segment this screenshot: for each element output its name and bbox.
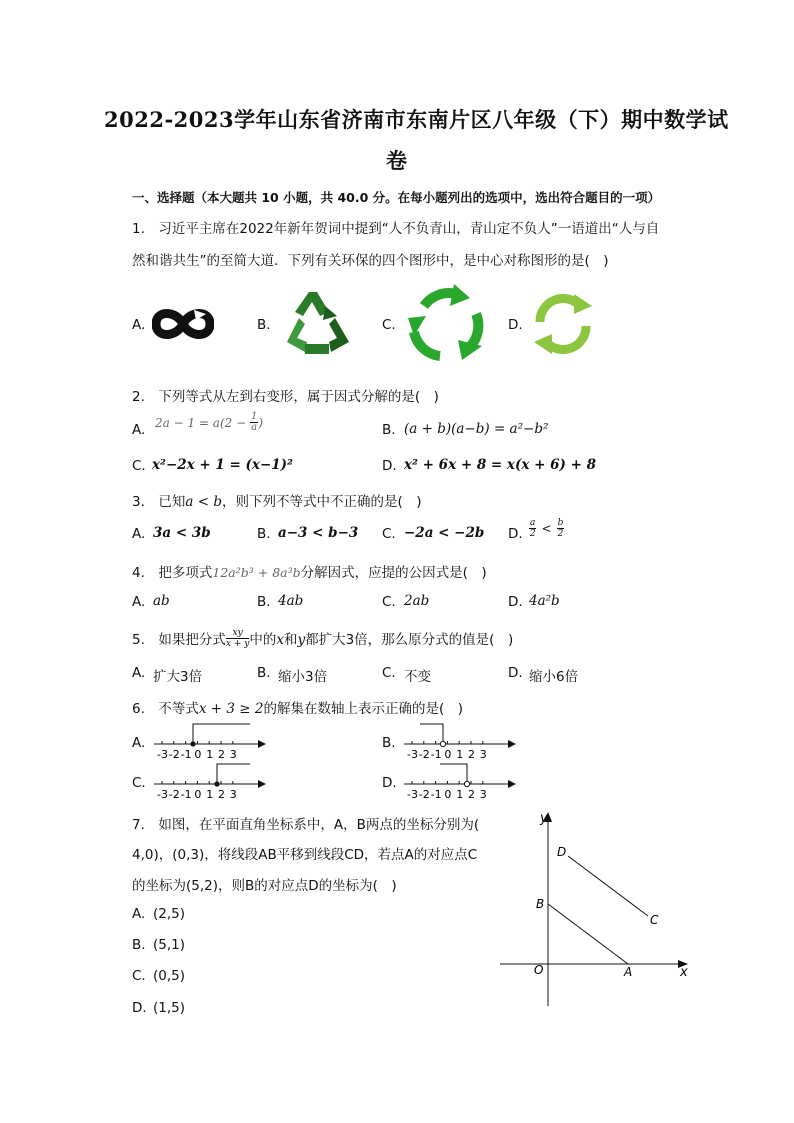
number-line-tick-label: 1 (456, 748, 464, 761)
q4-option-b: 4ab (278, 593, 304, 609)
number-line-tick-label: 1 (206, 748, 214, 761)
recycle-circle-icon (404, 284, 488, 368)
number-line-tick-label: -2 (168, 788, 180, 801)
q2-option-b-label: B. (382, 422, 396, 438)
segment-ab (548, 904, 628, 964)
q4-option-d-label: D. (508, 594, 523, 610)
q7-option-a: (2,5) (153, 906, 186, 922)
q5-option-a-label: A. (132, 665, 146, 681)
q4-option-d: 4a²b (529, 593, 560, 609)
segment-cd (568, 856, 648, 916)
q5-option-c: 不变 (404, 669, 431, 685)
q7-option-d-label: D. (132, 1000, 147, 1016)
number-line-tick-label: -1 (180, 748, 192, 761)
q6-option-a-label: A. (132, 735, 146, 751)
q6-option-c-label: C. (132, 775, 146, 791)
page-title-cont: 卷 (386, 148, 408, 173)
number-line-tick-label: -3 (157, 788, 168, 801)
q3-option-b-label: B. (257, 526, 271, 542)
q7-stem-line1: 7. 如图，在平面直角坐标系中，A，B两点的坐标分别为( (132, 817, 480, 833)
q7-stem-line3: 的坐标为(5,2)，则B的对应点D的坐标为( ) (132, 878, 397, 894)
q2-option-a: 2a − 1 = a(2 − $\frac{1}{a}$ ) (155, 411, 264, 433)
number-line-tick-label: 2 (468, 748, 475, 761)
number-line-tick-label: -2 (418, 748, 430, 761)
number-line-tick-label: -3 (157, 748, 168, 761)
q1-option-b-label: B. (257, 317, 271, 333)
q6-option-d-label: D. (382, 775, 397, 791)
number-line-tick-label: 1 (456, 788, 464, 801)
q5-option-a: 扩大3倍 (153, 669, 203, 685)
q1-stem-line1: 1. 习近平主席在2022年新年贺词中提到“人不负青山，青山定不负人”一语道出“人与自 (132, 221, 660, 237)
origin-label: O (534, 963, 544, 977)
number-line-tick-label: -3 (407, 748, 418, 761)
q7-option-a-label: A. (132, 906, 146, 922)
point-c-label: C (650, 913, 659, 927)
q1-option-d-label: D. (508, 317, 523, 333)
q3-option-a: 3a < 3b (153, 525, 211, 541)
number-line-tick-label: 3 (479, 748, 487, 761)
refresh-arrows-icon (530, 292, 596, 360)
q2-option-a-label: A. (132, 422, 146, 438)
y-axis-label: y (540, 811, 548, 826)
q6-stem: 6. 不等式x + 3 ≥ 2的解集在数轴上表示正确的是( ) (132, 701, 464, 717)
page-title: 2022-2023学年山东省济南市东南片区八年级（下）期中数学试 (104, 107, 729, 132)
q3-option-d-label: D. (508, 526, 523, 542)
number-line-tick-label: -2 (418, 788, 430, 801)
q4-option-b-label: B. (257, 594, 271, 610)
q5-option-d-label: D. (508, 665, 523, 681)
number-line-tick-label: 0 (444, 748, 452, 761)
q2-stem: 2. 下列等式从左到右变形，属于因式分解的是( ) (132, 389, 439, 405)
number-line-tick-label: 3 (479, 788, 487, 801)
q6-option-b-label: B. (382, 735, 396, 751)
number-line-tick-label: -1 (430, 748, 442, 761)
q2-option-d-label: D. (382, 458, 397, 474)
infinity-arrow-icon (152, 304, 214, 348)
number-line-tick-label: 3 (229, 748, 237, 761)
q2-option-c-label: C. (132, 458, 146, 474)
point-a-label: A (624, 965, 633, 979)
q2-option-d: x² + 6x + 8 = x(x + 6) + 8 (404, 457, 597, 473)
q1-stem-line2: 然和谐共生”的至简大道．下列有关环保的四个图形中，是中心对称图形的是( ) (132, 253, 609, 269)
number-line-tick-label: -3 (407, 788, 418, 801)
number-line-tick-label: 2 (468, 788, 475, 801)
q3-option-c-label: C. (382, 526, 396, 542)
point-b-label: B (536, 897, 545, 911)
recycle-triangle-icon (279, 288, 355, 362)
q2-option-c: x²−2x + 1 = (x−1)² (152, 457, 293, 473)
q4-option-a-label: A. (132, 594, 146, 610)
x-axis-label: x (680, 965, 688, 980)
q5-option-d: 缩小6倍 (529, 669, 579, 685)
number-line-tick-label: 3 (229, 788, 237, 801)
q7-option-c-label: C. (132, 968, 146, 984)
point-d-label: D (557, 845, 567, 859)
coordinate-figure (496, 806, 696, 1012)
number-line-tick-label: 0 (194, 748, 202, 761)
q5-stem: 5. 如果把分式 $\frac{xy}{x + y}$ 中的x和y都扩大3倍，那么原分式的值是( ) (132, 628, 514, 649)
q3-option-a-label: A. (132, 526, 146, 542)
number-line-tick-label: 2 (218, 748, 225, 761)
number-line-d (400, 758, 520, 804)
number-line-c (150, 758, 270, 804)
q2-option-b: (a + b)(a−b) = a²−b² (404, 421, 549, 437)
number-line-tick-label: 0 (444, 788, 452, 801)
q5-option-c-label: C. (382, 665, 396, 681)
q4-option-c: 2ab (404, 593, 430, 609)
number-line-tick-label: -1 (430, 788, 442, 801)
q7-option-c: (0,5) (153, 968, 186, 984)
section-heading: 一、选择题（本大题共 10 小题，共 40.0 分。在每小题列出的选项中，选出符合题目的一项） (132, 190, 661, 205)
number-line-tick-label: 0 (194, 788, 202, 801)
q3-option-c: −2a < −2b (404, 525, 485, 541)
q5-option-b-label: B. (257, 665, 271, 681)
q4-option-a: ab (153, 593, 170, 609)
number-line-tick-label: 2 (218, 788, 225, 801)
number-line-tick-label: -1 (180, 788, 192, 801)
q1-option-c-label: C. (382, 317, 396, 333)
q7-option-b-label: B. (132, 937, 146, 953)
number-line-tick-label: 1 (206, 788, 214, 801)
q7-option-b: (5,1) (153, 937, 186, 953)
q3-option-b: a−3 < b−3 (278, 525, 359, 541)
q1-option-a-label: A. (132, 317, 146, 333)
q3-stem: 3. 已知a < b，则下列不等式中不正确的是( ) (132, 494, 422, 510)
q7-option-d: (1,5) (153, 1000, 186, 1016)
q4-stem: 4. 把多项式12a²b³ + 8a³b分解因式，应提的公因式是( ) (132, 565, 487, 581)
q4-option-c-label: C. (382, 594, 396, 610)
number-line-tick-label: -2 (168, 748, 180, 761)
q7-stem-line2: 4,0)，(0,3)，将线段AB平移到线段CD，若点A的对应点C (132, 847, 478, 863)
q3-option-d: $\frac{a}{2}$ < $\frac{b}{2}$ (529, 518, 564, 539)
q5-option-b: 缩小3倍 (278, 669, 328, 685)
